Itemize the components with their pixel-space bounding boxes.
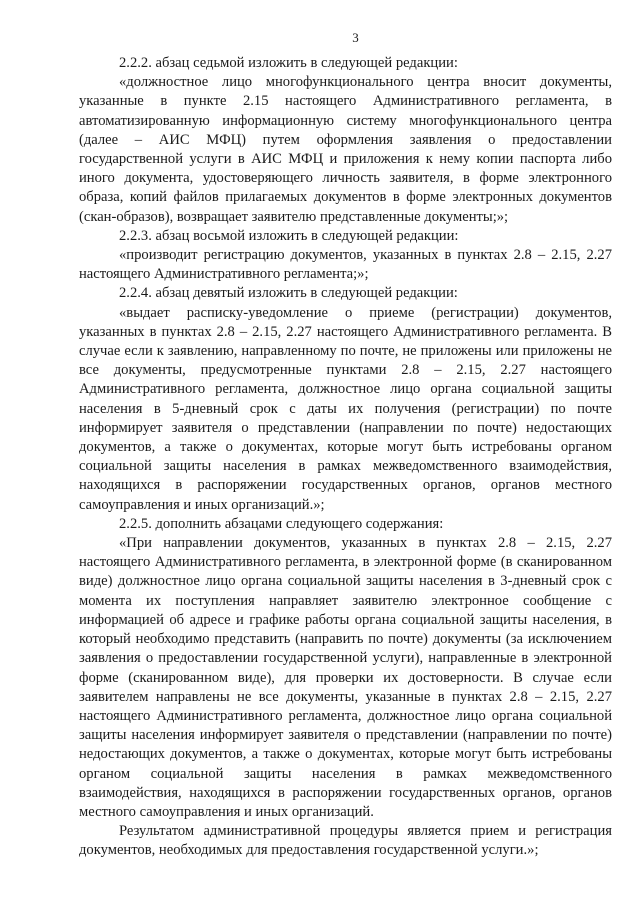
paragraph-2-2-3-text: «производит регистрацию документов, указанных в пунктах 2.8 – 2.15, 2.27 настоящего Административного регламента;»; [79,247,612,283]
paragraph-2-2-4-text: «выдает расписку-уведомление о приеме (регистрации) документов, указанных в пунктах 2.8 – 2.15, 2.27 настоящего Административного регламента. В случае если к заявлению, направленному по почте, не приложены или приложены не все документы, предусмотренные пунктами 2.8 – 2.15, 2.27 настоящего Административного регламента, должностное лицо органа социальной защиты населения в 5-дневный срок с даты их получения (регистрации) по почте информирует заявителя о представлении (направлении по почте) недостающих документов, а также о документах, которые могут быть истребованы органом социальной защиты населения в рамках межведомственного взаимодействия, находящихся в распоряжении государственных органов, органов местного самоуправления и иных организаций.»; [79,304,612,513]
paragraph-2-2-2-text: «должностное лицо многофункционального центра вносит документы, указанные в пункте 2.15 настоящего Административного регламента, в автоматизированную информационную систему многофункционального центра (далее – АИС МФЦ) путем оформления заявления о предоставлении государственной услуги в АИС МФЦ и приложения к нему копии паспорта либо иного документа, удостоверяющего личность заявителя, в форме электронного образа, копий файлов прилагаемых документов в форме электронных документов (скан-образов), возвращает заявителю представленные документы;»; [79,74,612,225]
page-number: 3 [352,30,359,45]
document-body [79,54,612,861]
paragraph-2-2-3-heading: 2.2.3. абзац восьмой изложить в следующей редакции: [119,227,459,244]
paragraph-result: Результатом административной процедуры является прием и регистрация документов, необходимых для предоставления государственной услуги.»; [79,823,612,859]
paragraph-2-2-5-text: «При направлении документов, указанных в пунктах 2.8 – 2.15, 2.27 настоящего Административного регламента, в электронной форме (в сканированном виде) должностное лицо органа социальной защиты населения в 3-дневный срок с момента их поступления направляет заявителю электронное сообщение с информацией об адресе и графике работы органа социальной защиты населения, в который необходимо представить (направить по почте) документы (за исключением заявления о предоставлении государственной услуги), направленные в электронной форме (сканированном виде), для проверки их достоверности. В случае если заявителем направлены не все документы, указанные в пунктах 2.8 – 2.15, 2.27 настоящего Административного регламента, должностное лицо органа социальной защиты населения информирует заявителя о представлении (направлении по почте) недостающих документов, а также о документах, которые могут быть истребованы органом социальной защиты населения в рамках межведомственного взаимодействия, находящихся в распоряжении государственных органов, органов местного самоуправления и иных организаций. [79,535,612,820]
paragraph-2-2-5-heading: 2.2.5. дополнить абзацами следующего содержания: [119,515,444,532]
paragraph-2-2-2-heading: 2.2.2. абзац седьмой изложить в следующей редакции: [119,55,458,71]
paragraph-2-2-4-heading: 2.2.4. абзац девятый изложить в следующей редакции: [119,285,458,302]
